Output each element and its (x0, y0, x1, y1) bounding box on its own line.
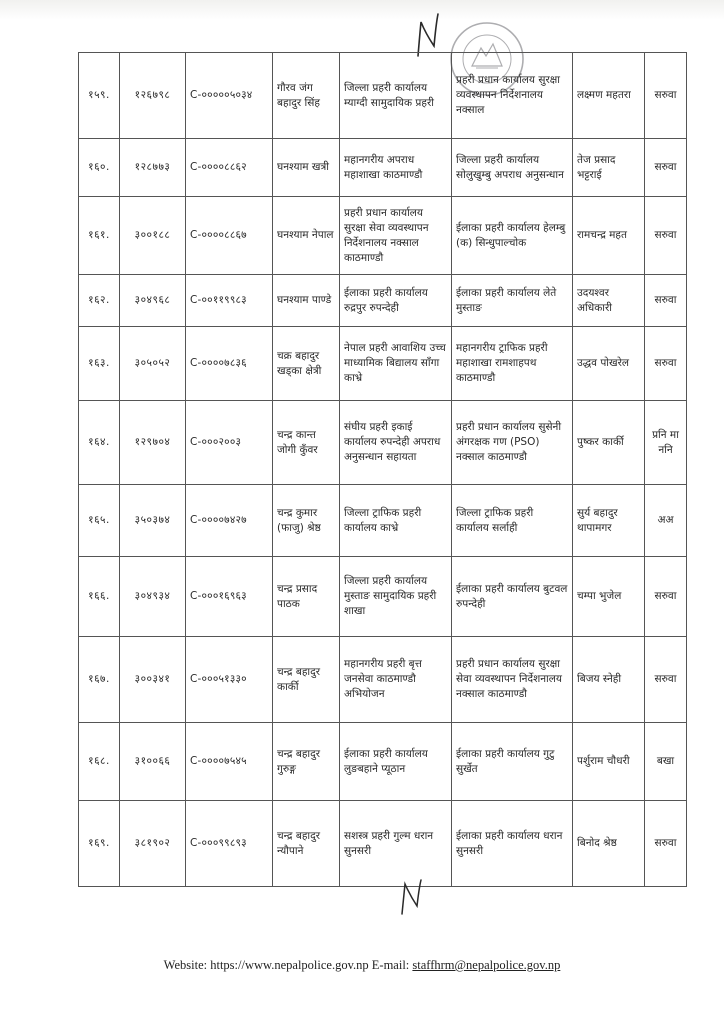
current-office-cell: सशस्त्र प्रहरी गुल्म धरान सुनसरी (340, 801, 452, 887)
employee-name-cell: चन्द्र बहादुर कार्की (273, 637, 340, 723)
transfer-type-cell: सरुवा (645, 557, 687, 637)
code-number-cell: C-००००७८३६ (186, 327, 273, 401)
new-office-cell: जिल्ला प्रहरी कार्यालय सोलुखुम्बु अपराध अनुसन्धान (452, 139, 573, 197)
code-number-cell: C-०००१६९६३ (186, 557, 273, 637)
employee-name-cell: चन्द्र प्रसाद पाठक (273, 557, 340, 637)
staff-id-cell: १२९७०४ (120, 401, 186, 485)
current-office-cell: संघीय प्रहरी इकाई कार्यालय रुपन्देही अपराध अनुसन्धान सहायता (340, 401, 452, 485)
employee-name-cell: चन्द्र कान्त जोगी कुँवर (273, 401, 340, 485)
code-number-cell: C-००११९९८३ (186, 275, 273, 327)
approving-officer-cell: बिजय स्नेही (573, 637, 645, 723)
code-number-cell: C-०००२००३ (186, 401, 273, 485)
serial-number-cell: १६१. (79, 197, 120, 275)
table-row (79, 53, 687, 139)
approving-officer-cell: उद्धव पोखरेल (573, 327, 645, 401)
transfer-type-cell: प्रनि मा ननि (645, 401, 687, 485)
current-office-cell: महानगरीय प्रहरी बृत्त जनसेवा काठमाण्डौ अभियोजन (340, 637, 452, 723)
transfer-type-cell: सरुवा (645, 637, 687, 723)
table-row (79, 557, 687, 637)
code-number-cell: C-००००८८६२ (186, 139, 273, 197)
employee-name-cell: घनश्याम पाण्डे (273, 275, 340, 327)
approving-officer-cell: लक्ष्मण महतरा (573, 53, 645, 139)
code-number-cell: C-०००००५०३४ (186, 53, 273, 139)
code-number-cell: C-०००९९८९३ (186, 801, 273, 887)
current-office-cell: नेपाल प्रहरी आवाशिय उच्च माध्यामिक बिद्यालय साँगा काभ्रे (340, 327, 452, 401)
employee-name-cell: घनश्याम नेपाल (273, 197, 340, 275)
approving-officer-cell: सुर्य बहादुर थापामगर (573, 485, 645, 557)
footer (0, 958, 724, 973)
current-office-cell: जिल्ला प्रहरी कार्यालय मुस्ताङ सामुदायिक प्रहरी शाखा (340, 557, 452, 637)
code-number-cell: C-००००७४२७ (186, 485, 273, 557)
new-office-cell: ईलाका प्रहरी कार्यालय लेते मुस्ताङ (452, 275, 573, 327)
serial-number-cell: १६४. (79, 401, 120, 485)
current-office-cell: महानगरीय अपराध महाशाखा काठमाण्डौ (340, 139, 452, 197)
staff-id-cell: ३८१९०२ (120, 801, 186, 887)
employee-name-cell: चन्द्र कुमार (फाजु) श्रेष्ठ (273, 485, 340, 557)
staff-id-cell: ३०५०५२ (120, 327, 186, 401)
approving-officer-cell: तेज प्रसाद भट्टराई (573, 139, 645, 197)
transfer-type-cell: सरुवा (645, 801, 687, 887)
approving-officer-cell: पुष्कर कार्की (573, 401, 645, 485)
serial-number-cell: १६७. (79, 637, 120, 723)
employee-name-cell: घनश्याम खत्री (273, 139, 340, 197)
transfer-type-cell: अअ (645, 485, 687, 557)
new-office-cell: प्रहरी प्रधान कार्यालय सुरक्षा सेवा व्यवस्थापन निर्देशनालय नक्साल काठमाण्डौ (452, 637, 573, 723)
table-row (79, 197, 687, 275)
table-row (79, 801, 687, 887)
serial-number-cell: १६२. (79, 275, 120, 327)
scan-edge (0, 0, 724, 20)
approving-officer-cell: बिनोद श्रेष्ठ (573, 801, 645, 887)
serial-number-cell: १६९. (79, 801, 120, 887)
serial-number-cell: १६०. (79, 139, 120, 197)
transfer-type-cell: सरुवा (645, 275, 687, 327)
new-office-cell: ईलाका प्रहरी कार्यालय बुटवल रुपन्देही (452, 557, 573, 637)
employee-name-cell: गौरव जंग बहादुर सिंह (273, 53, 340, 139)
serial-number-cell: १६५. (79, 485, 120, 557)
table-row (79, 327, 687, 401)
staff-id-cell: १२८७७३ (120, 139, 186, 197)
transfer-type-cell: बखा (645, 723, 687, 801)
serial-number-cell: १६३. (79, 327, 120, 401)
staff-id-cell: ३०४९३४ (120, 557, 186, 637)
new-office-cell: ईलाका प्रहरी कार्यालय हेलम्बु (क) सिन्धुपाल्चोक (452, 197, 573, 275)
current-office-cell: ईलाका प्रहरी कार्यालय रुद्रपुर रुपन्देही (340, 275, 452, 327)
transfer-type-cell: सरुवा (645, 327, 687, 401)
table-row (79, 275, 687, 327)
approving-officer-cell: उदयश्वर अधिकारी (573, 275, 645, 327)
new-office-cell: महानगरीय ट्राफिक प्रहरी महाशाखा रामशाहपथ काठमाण्डौ (452, 327, 573, 401)
current-office-cell: ईलाका प्रहरी कार्यालय लुङबहाने प्यूठान (340, 723, 452, 801)
approving-officer-cell: पर्शुराम चौधरी (573, 723, 645, 801)
current-office-cell: प्रहरी प्रधान कार्यालय सुरक्षा सेवा व्यवस्थापन निर्देशनालय नक्साल काठमाण्डौ (340, 197, 452, 275)
code-number-cell: C-००००७५४५ (186, 723, 273, 801)
employee-name-cell: चन्द्र बहादुर गुरुङ्ग (273, 723, 340, 801)
table-row (79, 637, 687, 723)
staff-id-cell: ३०४९६८ (120, 275, 186, 327)
serial-number-cell: १५९. (79, 53, 120, 139)
employee-name-cell: चन्द्र बहादुर न्यौपाने (273, 801, 340, 887)
staff-id-cell: ३१००६६ (120, 723, 186, 801)
table-row (79, 139, 687, 197)
code-number-cell: C-००००८८६७ (186, 197, 273, 275)
current-office-cell: जिल्ला ट्राफिक प्रहरी कार्यालय काभ्रे (340, 485, 452, 557)
current-office-cell: जिल्ला प्रहरी कार्यालय म्याग्दी सामुदायिक प्रहरी (340, 53, 452, 139)
new-office-cell: ईलाका प्रहरी कार्यालय धरान सुनसरी (452, 801, 573, 887)
staff-id-cell: १२६७९८ (120, 53, 186, 139)
transfer-type-cell: सरुवा (645, 197, 687, 275)
table-row (79, 723, 687, 801)
footer-email-link[interactable]: staffhrm@nepalpolice.gov.np (412, 958, 561, 972)
staff-id-cell: ३००३४१ (120, 637, 186, 723)
new-office-cell: प्रहरी प्रधान कार्यालय सुरक्षा व्यवस्थापन निर्देशनालय नक्साल (452, 53, 573, 139)
approving-officer-cell: चम्पा भुजेल (573, 557, 645, 637)
transfer-table (78, 52, 687, 887)
staff-id-cell: ३००१८८ (120, 197, 186, 275)
new-office-cell: ईलाका प्रहरी कार्यालय गुटु सुर्खेत (452, 723, 573, 801)
serial-number-cell: १६८. (79, 723, 120, 801)
transfer-type-cell: सरुवा (645, 53, 687, 139)
serial-number-cell: १६६. (79, 557, 120, 637)
staff-id-cell: ३५०३७४ (120, 485, 186, 557)
footer-label: Website: https://www.nepalpolice.gov.np E-mail: (163, 958, 410, 972)
approving-officer-cell: रामचन्द्र महत (573, 197, 645, 275)
transfer-type-cell: सरुवा (645, 139, 687, 197)
table-row (79, 485, 687, 557)
table-row (79, 401, 687, 485)
employee-name-cell: चक्र बहादुर खड्का क्षेत्री (273, 327, 340, 401)
new-office-cell: प्रहरी प्रधान कार्यालय सुसेनी अंगरक्षक गण (PSO) नक्साल काठमाण्डौ (452, 401, 573, 485)
code-number-cell: C-०००५१३३० (186, 637, 273, 723)
new-office-cell: जिल्ला ट्राफिक प्रहरी कार्यालय सर्लाही (452, 485, 573, 557)
